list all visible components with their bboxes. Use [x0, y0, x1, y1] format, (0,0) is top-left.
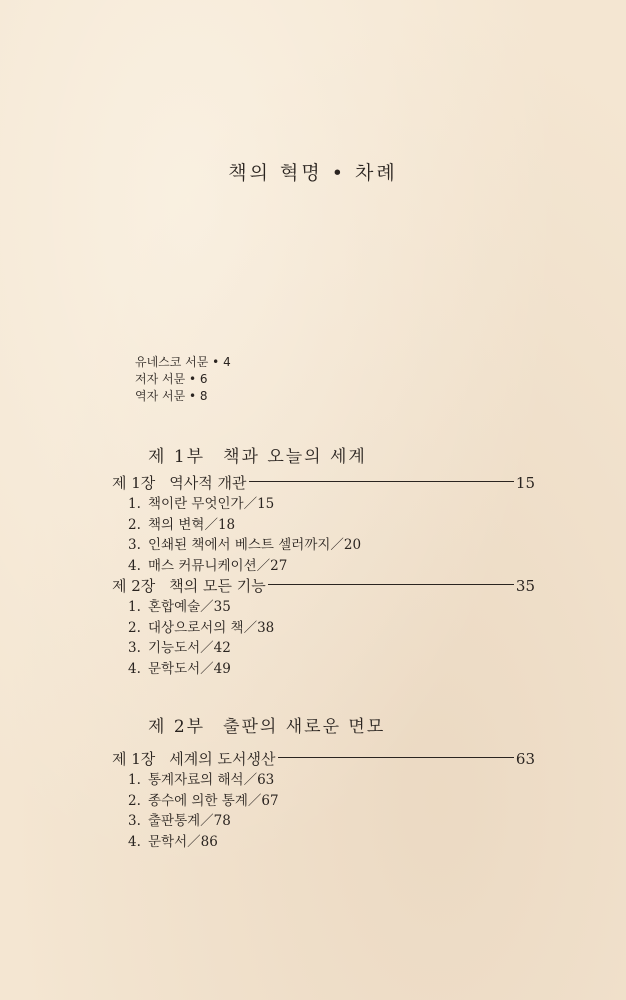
part-number: 제 2부	[148, 717, 206, 737]
section-item: 3. 출판통계／78	[128, 813, 231, 829]
section-item: 4. 매스 커뮤니케이션／27	[128, 557, 288, 574]
section-item: 4. 문학서／86	[128, 833, 218, 850]
preface-list	[135, 354, 231, 405]
chapter-label: 제 1장	[112, 750, 156, 768]
chapter-entry	[112, 575, 535, 596]
section-item: 4. 문학도서／49	[128, 660, 231, 677]
section-list	[128, 494, 361, 576]
section-item: 1. 책이란 무엇인가／15	[128, 496, 275, 512]
dot-leader	[249, 481, 514, 482]
dot-leader	[278, 757, 514, 758]
chapter-page: 15	[515, 473, 535, 492]
dot-leader	[268, 584, 514, 585]
chapter-label: 제 2장	[112, 577, 156, 595]
section-item: 1. 통계자료의 해석／63	[128, 772, 275, 788]
section-list	[128, 770, 279, 852]
section-list	[128, 597, 274, 679]
chapter-entry	[112, 472, 535, 493]
section-item: 2. 대상으로서의 책／38	[128, 619, 275, 636]
preface-item: 저자 서문 • 6	[135, 372, 208, 386]
section-item: 2. 책의 변혁／18	[128, 516, 236, 533]
chapter-page: 35	[515, 576, 535, 595]
chapter-entry	[112, 748, 535, 769]
part-heading	[148, 712, 385, 737]
page-title: 책의 혁명 • 차례	[228, 162, 398, 184]
section-item: 3. 인쇄된 책에서 베스트 셀러까지／20	[128, 537, 362, 553]
part-title: 책과 오늘의 세계	[223, 447, 367, 467]
part-heading	[148, 442, 367, 467]
part-title: 출판의 새로운 면모	[223, 717, 386, 737]
preface-item: 역자 서문 • 8	[135, 389, 208, 403]
preface-item: 유네스코 서문 • 4	[135, 355, 231, 369]
section-item: 1. 혼합예술／35	[128, 599, 231, 615]
part-number: 제 1부	[148, 447, 206, 467]
chapter-page: 63	[515, 749, 535, 768]
chapter-label: 제 1장	[112, 474, 156, 492]
chapter-title: 세계의 도서생산	[169, 750, 276, 768]
chapter-title: 역사적 개관	[169, 474, 247, 492]
chapter-title: 책의 모든 기능	[169, 577, 266, 595]
section-item: 3. 기능도서／42	[128, 640, 231, 656]
section-item: 2. 종수에 의한 통계／67	[128, 792, 279, 809]
